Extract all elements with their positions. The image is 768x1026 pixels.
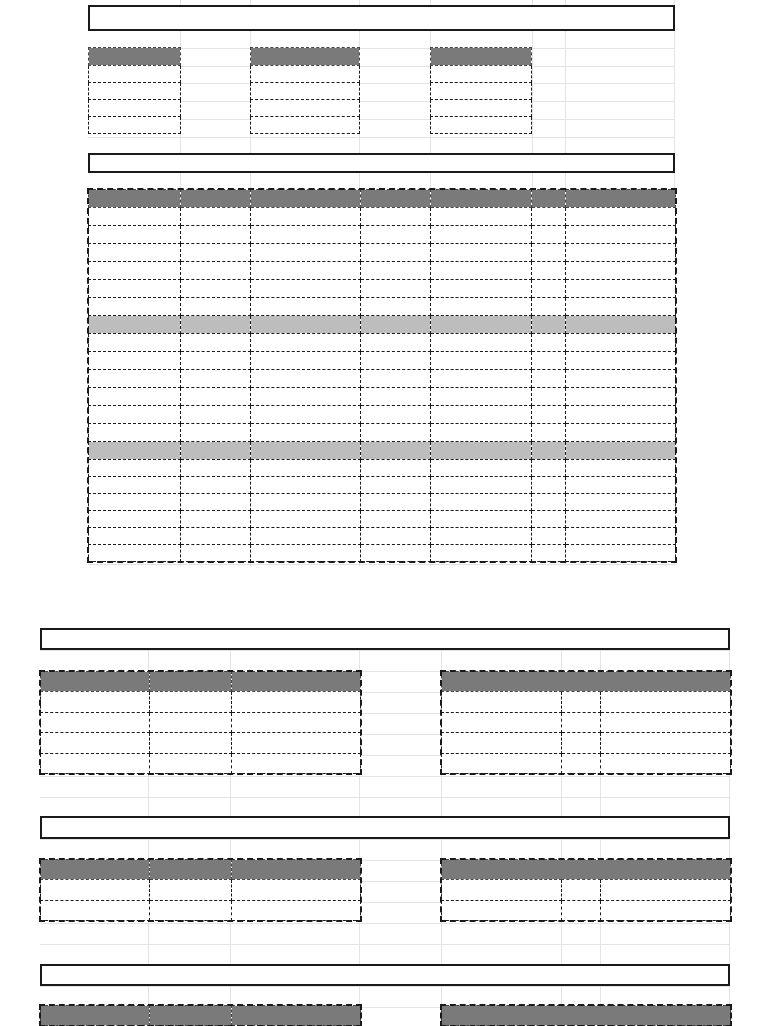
- table-cell[interactable]: [251, 280, 361, 298]
- gridline: [88, 137, 675, 138]
- table-cell[interactable]: [89, 316, 181, 334]
- header-cell[interactable]: [89, 190, 181, 208]
- table-cell[interactable]: [89, 494, 181, 511]
- table-row: [89, 352, 676, 370]
- header-row: [442, 672, 731, 692]
- table-row: [89, 244, 676, 262]
- table-cell[interactable]: [150, 753, 232, 774]
- table-cell[interactable]: [431, 370, 532, 388]
- table-cell[interactable]: [89, 262, 181, 280]
- table-cell[interactable]: [361, 460, 431, 477]
- header-cell[interactable]: [251, 48, 360, 66]
- table-cell[interactable]: [361, 424, 431, 442]
- table-cell[interactable]: [251, 528, 361, 545]
- table-cell[interactable]: [566, 208, 676, 226]
- table-cell[interactable]: [601, 733, 731, 754]
- table-cell[interactable]: [566, 316, 676, 334]
- table-cell[interactable]: [89, 298, 181, 316]
- table-cell[interactable]: [181, 494, 251, 511]
- table-row: [89, 494, 676, 511]
- table-cell[interactable]: [251, 226, 361, 244]
- table-cell[interactable]: [431, 262, 532, 280]
- table-cell[interactable]: [181, 545, 251, 562]
- table-cell[interactable]: [566, 442, 676, 460]
- table-cell[interactable]: [431, 511, 532, 528]
- table-cell[interactable]: [89, 388, 181, 406]
- gridline: [40, 944, 730, 945]
- table-cell[interactable]: [232, 712, 361, 733]
- table-cell[interactable]: [181, 406, 251, 424]
- table-cell[interactable]: [566, 528, 676, 545]
- table-cell[interactable]: [431, 388, 532, 406]
- table-cell[interactable]: [566, 244, 676, 262]
- table-cell[interactable]: [601, 880, 731, 901]
- table-row: [89, 545, 676, 562]
- table-cell[interactable]: [361, 406, 431, 424]
- table-row: [89, 424, 676, 442]
- header-row: [41, 1006, 361, 1026]
- table-cell[interactable]: [532, 334, 566, 352]
- table-cell[interactable]: [251, 316, 361, 334]
- table-row: [89, 388, 676, 406]
- table-cell[interactable]: [431, 545, 532, 562]
- table-cell[interactable]: [41, 753, 150, 774]
- table-row: [442, 692, 731, 713]
- table-cell[interactable]: [532, 494, 566, 511]
- table-row: [442, 733, 731, 754]
- gridline: [40, 776, 730, 777]
- summary-table-a: [88, 47, 181, 134]
- table-row: [89, 280, 676, 298]
- table-cell[interactable]: [89, 477, 181, 494]
- table-cell[interactable]: [251, 442, 361, 460]
- header-cell[interactable]: [41, 672, 150, 692]
- table-cell[interactable]: [150, 880, 232, 901]
- table-cell[interactable]: [601, 692, 731, 713]
- table-cell[interactable]: [89, 334, 181, 352]
- table-cell[interactable]: [181, 244, 251, 262]
- table-cell[interactable]: [532, 352, 566, 370]
- table-cell[interactable]: [566, 334, 676, 352]
- table-cell[interactable]: [532, 244, 566, 262]
- table-cell[interactable]: [562, 733, 601, 754]
- table-cell[interactable]: [251, 460, 361, 477]
- lower-table-left-1: [40, 671, 361, 774]
- table-cell[interactable]: [361, 334, 431, 352]
- table-cell[interactable]: [181, 424, 251, 442]
- table-cell[interactable]: [431, 83, 532, 100]
- table-cell[interactable]: [431, 226, 532, 244]
- table-cell[interactable]: [431, 117, 532, 134]
- section-title-bar[interactable]: [88, 5, 675, 31]
- table-cell[interactable]: [251, 545, 361, 562]
- table-cell[interactable]: [566, 298, 676, 316]
- table-cell[interactable]: [361, 352, 431, 370]
- table-cell[interactable]: [532, 460, 566, 477]
- table-cell[interactable]: [532, 424, 566, 442]
- table-cell[interactable]: [532, 477, 566, 494]
- table-cell[interactable]: [251, 370, 361, 388]
- table-cell[interactable]: [361, 298, 431, 316]
- table-cell[interactable]: [89, 280, 181, 298]
- table-cell[interactable]: [41, 712, 150, 733]
- table-cell[interactable]: [361, 262, 431, 280]
- section-title-bar[interactable]: [40, 816, 730, 839]
- table-cell[interactable]: [566, 406, 676, 424]
- header-cell[interactable]: [361, 190, 431, 208]
- header-row: [442, 860, 731, 880]
- summary-table-c: [430, 47, 532, 134]
- table-cell[interactable]: [431, 494, 532, 511]
- table-cell[interactable]: [150, 692, 232, 713]
- header-cell[interactable]: [442, 672, 731, 692]
- table-cell[interactable]: [601, 712, 731, 733]
- table-cell[interactable]: [532, 208, 566, 226]
- table-cell[interactable]: [431, 460, 532, 477]
- table-cell[interactable]: [361, 545, 431, 562]
- table-cell[interactable]: [532, 406, 566, 424]
- header-cell[interactable]: [532, 190, 566, 208]
- table-cell[interactable]: [431, 424, 532, 442]
- table-cell[interactable]: [181, 477, 251, 494]
- table-cell[interactable]: [566, 352, 676, 370]
- table-cell[interactable]: [532, 262, 566, 280]
- table-cell[interactable]: [89, 442, 181, 460]
- table-cell[interactable]: [232, 692, 361, 713]
- header-cell[interactable]: [181, 190, 251, 208]
- header-cell[interactable]: [150, 1006, 232, 1026]
- table-cell[interactable]: [41, 880, 150, 901]
- table-row: [442, 712, 731, 733]
- group-row: [89, 316, 676, 334]
- lower-table-right-2: [441, 859, 731, 921]
- table-cell[interactable]: [89, 460, 181, 477]
- header-cell[interactable]: [442, 860, 731, 880]
- table-row: [41, 733, 361, 754]
- table-cell[interactable]: [361, 316, 431, 334]
- group-row: [89, 442, 676, 460]
- detail-table: [88, 189, 676, 562]
- table-cell[interactable]: [89, 208, 181, 226]
- table-cell[interactable]: [181, 511, 251, 528]
- table-cell[interactable]: [251, 511, 361, 528]
- table-cell[interactable]: [361, 477, 431, 494]
- table-cell[interactable]: [566, 370, 676, 388]
- table-cell[interactable]: [431, 406, 532, 424]
- table-cell[interactable]: [532, 298, 566, 316]
- table-cell[interactable]: [89, 406, 181, 424]
- header-cell[interactable]: [89, 48, 181, 66]
- table-cell[interactable]: [566, 477, 676, 494]
- table-cell[interactable]: [181, 388, 251, 406]
- table-cell[interactable]: [566, 388, 676, 406]
- table-cell[interactable]: [181, 298, 251, 316]
- table-cell[interactable]: [532, 316, 566, 334]
- table-cell[interactable]: [442, 733, 562, 754]
- table-cell[interactable]: [181, 208, 251, 226]
- table-row: [41, 900, 361, 921]
- gridline: [40, 797, 730, 798]
- table-cell[interactable]: [181, 528, 251, 545]
- table-cell[interactable]: [562, 900, 601, 921]
- table-row: [89, 226, 676, 244]
- header-cell[interactable]: [150, 672, 232, 692]
- table-cell[interactable]: [431, 244, 532, 262]
- table-cell[interactable]: [532, 370, 566, 388]
- table-cell[interactable]: [251, 244, 361, 262]
- table-cell[interactable]: [251, 334, 361, 352]
- table-cell[interactable]: [431, 100, 532, 117]
- table-cell[interactable]: [251, 208, 361, 226]
- table-cell[interactable]: [251, 66, 360, 83]
- table-cell[interactable]: [361, 280, 431, 298]
- table-cell[interactable]: [431, 316, 532, 334]
- lower-table-left-3: [40, 1005, 361, 1026]
- table-cell[interactable]: [251, 494, 361, 511]
- header-cell[interactable]: [566, 190, 676, 208]
- table-row: [89, 477, 676, 494]
- table-cell[interactable]: [442, 692, 562, 713]
- table-cell[interactable]: [89, 511, 181, 528]
- table-row: [41, 753, 361, 774]
- table-row: [442, 753, 731, 774]
- table-cell[interactable]: [361, 370, 431, 388]
- table-cell[interactable]: [41, 692, 150, 713]
- table-cell[interactable]: [361, 208, 431, 226]
- table-cell[interactable]: [532, 528, 566, 545]
- table-cell[interactable]: [361, 226, 431, 244]
- table-cell[interactable]: [89, 226, 181, 244]
- header-row: [41, 672, 361, 692]
- table-cell[interactable]: [562, 712, 601, 733]
- table-cell[interactable]: [89, 244, 181, 262]
- table-row: [89, 298, 676, 316]
- table-cell[interactable]: [442, 880, 562, 901]
- table-cell[interactable]: [566, 494, 676, 511]
- section-title-bar[interactable]: [88, 153, 675, 173]
- header-cell[interactable]: [232, 672, 361, 692]
- table-cell[interactable]: [431, 66, 532, 83]
- table-cell[interactable]: [361, 528, 431, 545]
- table-row: [89, 334, 676, 352]
- table-row: [89, 370, 676, 388]
- lower-table-right-1: [441, 671, 731, 774]
- table-cell[interactable]: [232, 733, 361, 754]
- table-cell[interactable]: [532, 545, 566, 562]
- table-cell[interactable]: [532, 280, 566, 298]
- table-cell[interactable]: [532, 442, 566, 460]
- header-cell[interactable]: [431, 190, 532, 208]
- header-cell[interactable]: [442, 1006, 731, 1026]
- table-cell[interactable]: [431, 477, 532, 494]
- table-cell[interactable]: [566, 545, 676, 562]
- table-cell[interactable]: [251, 100, 360, 117]
- table-cell[interactable]: [89, 545, 181, 562]
- table-cell[interactable]: [89, 370, 181, 388]
- table-cell[interactable]: [361, 442, 431, 460]
- table-cell[interactable]: [181, 352, 251, 370]
- table-cell[interactable]: [566, 280, 676, 298]
- table-cell[interactable]: [431, 528, 532, 545]
- table-cell[interactable]: [566, 511, 676, 528]
- table-cell[interactable]: [89, 117, 181, 134]
- table-cell[interactable]: [442, 900, 562, 921]
- table-cell[interactable]: [251, 388, 361, 406]
- header-row: [442, 1006, 731, 1026]
- table-cell[interactable]: [361, 494, 431, 511]
- gridline: [40, 839, 730, 840]
- table-cell[interactable]: [251, 406, 361, 424]
- table-cell[interactable]: [431, 298, 532, 316]
- table-cell[interactable]: [566, 226, 676, 244]
- table-cell[interactable]: [361, 511, 431, 528]
- table-row: [89, 208, 676, 226]
- table-cell[interactable]: [181, 442, 251, 460]
- table-cell[interactable]: [41, 900, 150, 921]
- header-cell[interactable]: [150, 860, 232, 880]
- summary-table-b: [250, 47, 360, 134]
- table-cell[interactable]: [562, 880, 601, 901]
- table-cell[interactable]: [150, 733, 232, 754]
- table-row: [89, 511, 676, 528]
- table-cell[interactable]: [251, 298, 361, 316]
- header-row: [41, 860, 361, 880]
- table-cell[interactable]: [41, 733, 150, 754]
- table-row: [89, 460, 676, 477]
- table-cell[interactable]: [361, 388, 431, 406]
- table-cell[interactable]: [251, 262, 361, 280]
- table-cell[interactable]: [566, 262, 676, 280]
- table-cell[interactable]: [431, 442, 532, 460]
- table-row: [89, 528, 676, 545]
- table-cell[interactable]: [601, 900, 731, 921]
- table-cell[interactable]: [150, 900, 232, 921]
- header-cell[interactable]: [251, 190, 361, 208]
- table-cell[interactable]: [532, 511, 566, 528]
- header-cell[interactable]: [232, 1006, 361, 1026]
- table-cell[interactable]: [232, 880, 361, 901]
- header-cell[interactable]: [232, 860, 361, 880]
- table-row: [41, 712, 361, 733]
- table-cell[interactable]: [232, 753, 361, 774]
- table-cell[interactable]: [251, 477, 361, 494]
- table-cell[interactable]: [181, 316, 251, 334]
- table-cell[interactable]: [532, 388, 566, 406]
- table-cell[interactable]: [431, 208, 532, 226]
- table-cell[interactable]: [89, 100, 181, 117]
- table-cell[interactable]: [181, 460, 251, 477]
- table-cell[interactable]: [89, 352, 181, 370]
- table-cell[interactable]: [150, 712, 232, 733]
- section-title-bar[interactable]: [40, 628, 730, 650]
- gridline: [40, 986, 730, 987]
- table-row: [89, 262, 676, 280]
- table-cell[interactable]: [562, 692, 601, 713]
- lower-table-left-2: [40, 859, 361, 921]
- gridline: [40, 923, 730, 924]
- header-row: [89, 190, 676, 208]
- table-cell[interactable]: [89, 83, 181, 100]
- table-cell[interactable]: [251, 352, 361, 370]
- table-cell[interactable]: [181, 262, 251, 280]
- table-row: [442, 880, 731, 901]
- table-row: [442, 900, 731, 921]
- table-cell[interactable]: [181, 280, 251, 298]
- lower-table-right-3: [441, 1005, 731, 1026]
- table-cell[interactable]: [431, 280, 532, 298]
- table-cell[interactable]: [251, 117, 360, 134]
- table-cell[interactable]: [532, 226, 566, 244]
- table-cell[interactable]: [89, 528, 181, 545]
- table-row: [89, 406, 676, 424]
- table-cell[interactable]: [89, 66, 181, 83]
- header-cell[interactable]: [41, 1006, 150, 1026]
- table-cell[interactable]: [181, 370, 251, 388]
- gridline: [40, 650, 730, 651]
- section-title-bar[interactable]: [40, 964, 730, 986]
- table-cell[interactable]: [562, 753, 601, 774]
- table-cell[interactable]: [181, 334, 251, 352]
- table-cell[interactable]: [431, 352, 532, 370]
- table-cell[interactable]: [361, 244, 431, 262]
- table-cell[interactable]: [601, 753, 731, 774]
- table-row: [41, 880, 361, 901]
- table-row: [41, 692, 361, 713]
- table-cell[interactable]: [251, 83, 360, 100]
- table-cell[interactable]: [89, 424, 181, 442]
- table-cell[interactable]: [442, 753, 562, 774]
- header-cell[interactable]: [431, 48, 532, 66]
- table-cell[interactable]: [566, 424, 676, 442]
- table-cell[interactable]: [232, 900, 361, 921]
- table-cell[interactable]: [251, 424, 361, 442]
- table-cell[interactable]: [442, 712, 562, 733]
- table-cell[interactable]: [181, 226, 251, 244]
- gridline: [88, 564, 675, 565]
- table-cell[interactable]: [431, 334, 532, 352]
- header-cell[interactable]: [41, 860, 150, 880]
- table-cell[interactable]: [566, 460, 676, 477]
